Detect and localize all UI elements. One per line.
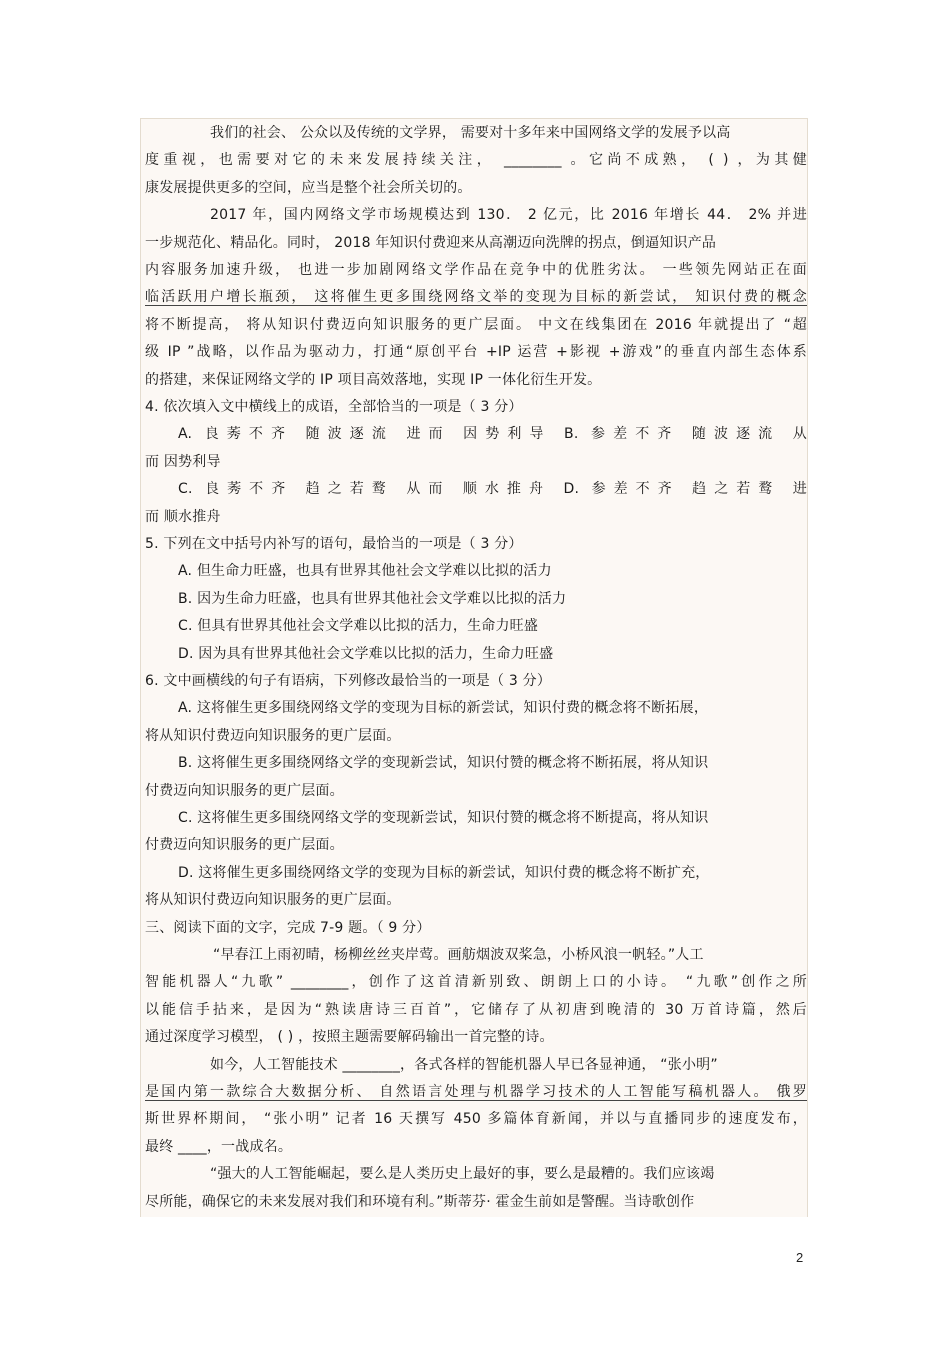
text-line-content: 2017 年，国内网络文学市场规模达到 130． 2 亿元，比 2016 年增长 44． 2% 并进 (210, 207, 807, 224)
text-line (145, 285, 807, 309)
text-line (178, 861, 807, 885)
text-line-content: 4. 依次填入文中横线上的成语，全部恰当的一项是（ 3 分） (145, 399, 523, 415)
text-line (145, 258, 807, 282)
text-line-content: D. 这将催生更多围绕网络文学的变现为目标的新尝试，知识付费的概念将不断扩充， (178, 864, 710, 881)
text-line (145, 532, 807, 556)
text-line (145, 833, 807, 857)
text-line (145, 313, 807, 337)
text-line (145, 1025, 807, 1049)
text-line (145, 888, 807, 912)
text-line-content: 级 IP ”战略，以作品为驱动力，打通“原创平台 +IP 运营 +影视 +游戏”的垂直内部生态体系 (145, 344, 807, 361)
text-line (145, 395, 807, 419)
text-line-content: 康发展提供更多的空间，应当是整个社会所关切的。 (145, 179, 472, 196)
text-line (178, 477, 807, 501)
text-line-content: 以能信手拈来，是因为“熟读唐诗三百首”，它储存了从初唐到晚清的 30 万首诗篇，然后 (145, 1001, 807, 1018)
text-line (145, 779, 807, 803)
text-line (145, 1135, 807, 1159)
text-line-content: 将从知识付费迈向知识服务的更广层面。 (145, 892, 401, 909)
text-line (145, 998, 807, 1022)
text-line (210, 1162, 807, 1186)
text-line (178, 559, 807, 583)
text-line-content: 而 顺水推舟 (145, 508, 221, 525)
text-line-content: 将从知识付费迈向知识服务的更广层面。 (145, 727, 401, 744)
text-line (145, 148, 807, 172)
text-line (178, 751, 807, 775)
text-line-content: 最终 ____，一战成名。 (145, 1138, 293, 1155)
text-line (178, 696, 807, 720)
text-line-content: A. 良莠不齐 随波逐流 进而 因势利导 B. 参差不齐 随波逐流 从 (178, 426, 807, 443)
text-line-content: 将不断提高， 将从知识付费迈向知识服务的更广层面。 中文在线集团在 2016 年就提出了 “超 (145, 316, 807, 333)
text-line-content: 度重视，也需要对它的未来发展持续关注， ________ 。它尚不成熟， ( ) ，为其健 (145, 152, 807, 169)
text-line (145, 340, 807, 364)
text-line (145, 176, 807, 200)
text-line-content: 三、阅读下面的文字，完成 7-9 题。（ 9 分） (145, 919, 431, 936)
text-line-content: A. 这将催生更多围绕网络文学的变现为目标的新尝试，知识付费的概念将不断拓展， (178, 700, 709, 717)
text-line (210, 121, 807, 145)
text-line (210, 1053, 807, 1077)
text-line-content: 付费迈向知识服务的更广层面。 (145, 782, 344, 799)
text-line (145, 450, 807, 474)
text-line-content: 5. 下列在文中括号内补写的语句，最恰当的一项是（ 3 分） (145, 536, 523, 552)
text-line (178, 614, 807, 638)
text-line-content: “强大的人工智能崛起，要么是人类历史上最好的事，要么是最糟的。我们应该竭 (210, 1166, 715, 1183)
text-line-content: 6. 文中画横线的句子有语病，下列修改最恰当的一项是（ 3 分） (145, 673, 552, 689)
text-line-content: 通过深度学习模型， ( ) ，按照主题需要解码输出一首完整的诗。 (145, 1029, 554, 1046)
text-line (145, 1190, 807, 1214)
text-line-content: 的搭建，来保证网络文学的 IP 项目高效落地，实现 IP 一体化衍生开发。 (145, 371, 602, 388)
text-line (145, 669, 807, 693)
text-line (178, 806, 807, 830)
text-line (178, 422, 807, 446)
text-line-content: C. 良莠不齐 趋之若鹜 从而 顺水推舟 D. 参差不齐 趋之若鹜 进 (178, 481, 807, 498)
text-line-content: 内容服务加速升级， 也进一步加剧网络文学作品在竞争中的优胜劣汰。 一些领先网站正在面 (145, 262, 807, 278)
text-line-content: 智能机器人“九歌” ________，创作了这首清新别致、朗朗上口的小诗。 “九歌”创作之所 (145, 974, 807, 991)
text-line-content: B. 这将催生更多围绕网络文学的变现新尝试，知识付赞的概念将不断拓展，将从知识 (178, 755, 709, 772)
text-line (145, 1080, 807, 1104)
text-line (145, 916, 807, 940)
text-line-content: 一步规范化、精品化。同时， 2018 年知识付费迎来从高潮迈向洗牌的拐点，倒逼知识产品 (145, 234, 717, 251)
text-line-content: 付费迈向知识服务的更广层面。 (145, 837, 344, 854)
text-line-content: A. 但生命力旺盛，也具有世界其他社会文学难以比拟的活力 (178, 563, 552, 580)
text-line-content: B. 因为生命力旺盛，也具有世界其他社会文学难以比拟的活力 (178, 590, 567, 607)
text-line-content: 而 因势利导 (145, 453, 221, 470)
text-line-content: C. 但具有世界其他社会文学难以比拟的活力，生命力旺盛 (178, 618, 539, 635)
page-number: 2 (796, 1250, 804, 1265)
text-line-content: 临活跃用户增长瓶颈， 这将催生更多围绕网络文举的变现为目标的新尝试， 知识付费的概念 (145, 289, 807, 306)
text-line-content: 斯世界杯期间， “张小明” 记者 16 天撰写 450 多篇体育新闻，并以与直播同步的速度发布， (145, 1111, 807, 1128)
text-line (178, 587, 807, 611)
text-line (145, 1107, 807, 1131)
text-line (178, 642, 807, 666)
text-line-content: “早春江上雨初晴，杨柳丝丝夹岸莺。画舫烟波双桨急，小桥风浪一帆轻。”人工 (213, 947, 704, 963)
text-line-content: 我们的社会、 公众以及传统的文学界， 需要对十多年来中国网络文学的发展予以高 (210, 125, 731, 141)
text-line (145, 970, 807, 994)
text-line (145, 231, 807, 255)
text-line-content: 如今，人工智能技术 ________，各式各样的智能机器人早已各显神通， “张小明” (210, 1056, 718, 1073)
text-line-content: 是国内第一款综合大数据分析、 自然语言处理与机器学习技术的人工智能写稿机器人。 俄罗 (145, 1084, 807, 1100)
text-line (145, 505, 807, 529)
text-line (210, 203, 807, 227)
text-line-content: 尽所能，确保它的未来发展对我们和环境有利。”斯蒂芬· 霍金生前如是警醒。当诗歌创作 (145, 1193, 695, 1210)
text-line (213, 943, 807, 967)
text-line (145, 724, 807, 748)
text-line (145, 368, 807, 392)
text-line-content: C. 这将催生更多围绕网络文学的变现新尝试，知识付赞的概念将不断提高，将从知识 (178, 810, 709, 826)
text-line-content: D. 因为具有世界其他社会文学难以比拟的活力，生命力旺盛 (178, 645, 554, 662)
